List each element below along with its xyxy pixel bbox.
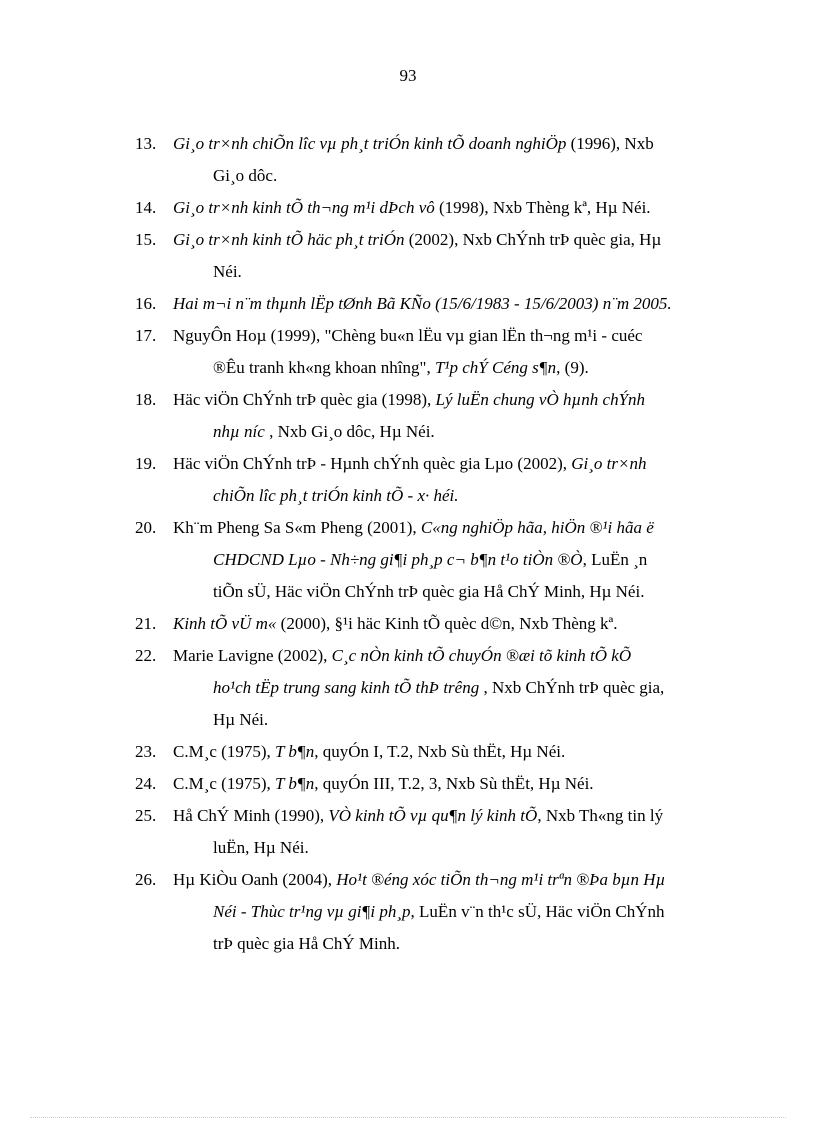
reference-segment: , quyÓn III, T.2, 3, Nxb Sù thËt, Hµ Néi. — [314, 774, 594, 793]
reference-line — [173, 896, 741, 928]
reference-segment: luËn, Hµ Néi. — [213, 838, 309, 857]
reference-item — [135, 736, 741, 768]
reference-title: chiÕn lîc ph¸t triÓn kinh tÕ - x· héi. — [213, 486, 459, 505]
reference-line — [173, 576, 741, 608]
reference-line — [173, 640, 741, 672]
reference-line — [173, 928, 741, 960]
reference-line — [173, 832, 741, 864]
reference-number: 25. — [135, 806, 157, 825]
reference-segment: Marie Lavigne (2002), — [173, 646, 332, 665]
reference-title: C¸c nÒn kinh tÕ chuyÓn ®æi tõ kinh tÕ kÕ — [331, 646, 632, 665]
reference-title: T b¶n — [274, 742, 315, 761]
reference-number: 17. — [135, 326, 157, 345]
reference-segment: ®Êu tranh kh«ng khoan nhîng", — [213, 358, 435, 377]
reference-text — [173, 608, 741, 640]
reference-segment: tiÕn sÜ, Häc viÖn ChÝnh trÞ quèc gia Hå ChÝ Minh, Hµ Néi. — [213, 582, 645, 601]
reference-segment: Gi¸o dôc. — [213, 166, 278, 185]
reference-segment: , Nxb ChÝnh trÞ quèc gia, — [479, 678, 665, 697]
reference-text — [173, 512, 741, 608]
reference-text — [173, 448, 741, 512]
reference-text — [173, 864, 741, 960]
reference-title: T¹p chÝ Céng s¶n — [434, 358, 557, 377]
reference-title: Hai m¬i n¨m thµnh lËp tØnh Bã KÑo (15/6/1983 - 15/6/2003) n¨m 2005. — [173, 294, 672, 313]
page-number: 93 — [399, 66, 417, 85]
reference-line — [173, 608, 741, 640]
reference-segment: Häc viÖn ChÝnh trÞ quèc gia (1998), — [173, 390, 436, 409]
reference-line — [173, 224, 741, 256]
reference-number: 26. — [135, 870, 157, 889]
reference-line — [173, 672, 741, 704]
reference-title: Ho¹t ®éng xóc tiÕn th¬ng m¹i trªn ®Þa bµn Hµ — [336, 870, 666, 889]
reference-text — [173, 736, 741, 768]
reference-segment: NguyÔn Hoµ (1999), "Chèng bu«n lËu vµ gian lËn th¬ng m¹i - cuéc — [173, 326, 643, 345]
reference-item — [135, 224, 741, 288]
reference-line — [173, 160, 741, 192]
reference-item — [135, 800, 741, 864]
reference-line — [173, 512, 741, 544]
reference-title: VÒ kinh tÕ vµ qu¶n lý kinh tÕ — [328, 806, 538, 825]
reference-line — [173, 320, 741, 352]
reference-item — [135, 288, 741, 320]
reference-segment: (2000), §¹i häc Kinh tÕ quèc d©n, Nxb Thèng kª. — [276, 614, 618, 633]
reference-title: CHDCND Lµo - Nh÷ng gi¶i ph¸p c¬ b¶n t¹o tiÒn ®Ò — [213, 550, 583, 569]
reference-number: 22. — [135, 646, 157, 665]
reference-title: nhµ níc — [213, 422, 265, 441]
reference-segment: (1998), Nxb Thèng kª, Hµ Néi. — [434, 198, 651, 217]
reference-number: 15. — [135, 230, 157, 249]
reference-item — [135, 768, 741, 800]
reference-segment: (1996), Nxb — [566, 134, 654, 153]
reference-text — [173, 320, 741, 384]
reference-segment: , LuËn v¨n th¹c sÜ, Häc viÖn ChÝnh — [410, 902, 665, 921]
reference-line — [173, 416, 741, 448]
reference-segment: , (9). — [556, 358, 589, 377]
reference-line — [173, 128, 741, 160]
reference-title: Gi¸o tr×nh kinh tÕ th¬ng m¹i dÞch vô — [173, 198, 435, 217]
reference-item — [135, 640, 741, 736]
reference-segment: , quyÓn I, T.2, Nxb Sù thËt, Hµ Néi. — [314, 742, 566, 761]
footer-dotted-rule — [30, 1117, 786, 1118]
reference-text — [173, 384, 741, 448]
reference-title: Lý luËn chung vÒ hµnh chÝnh — [435, 390, 646, 409]
reference-segment: Hµ KiÒu Oanh (2004), — [173, 870, 337, 889]
reference-line — [173, 800, 741, 832]
reference-line — [173, 352, 741, 384]
reference-item — [135, 448, 741, 512]
reference-text — [173, 224, 741, 288]
reference-title: Gi¸o tr×nh — [571, 454, 647, 473]
reference-item — [135, 384, 741, 448]
reference-segment: Häc viÖn ChÝnh trÞ - Hµnh chÝnh quèc gia Lµo (2002), — [173, 454, 572, 473]
reference-line — [173, 704, 741, 736]
reference-line — [173, 736, 741, 768]
reference-number: 18. — [135, 390, 157, 409]
reference-segment: Kh¨m Pheng Sa S«m Pheng (2001), — [173, 518, 421, 537]
reference-segment: , LuËn ¸n — [582, 550, 648, 569]
reference-segment: (2002), Nxb ChÝnh trÞ quèc gia, Hµ — [404, 230, 662, 249]
reference-number: 16. — [135, 294, 157, 313]
reference-number: 24. — [135, 774, 157, 793]
reference-title: Gi¸o tr×nh kinh tÕ häc ph¸t triÓn — [173, 230, 405, 249]
reference-title: T b¶n — [274, 774, 315, 793]
reference-number: 14. — [135, 198, 157, 217]
reference-number: 19. — [135, 454, 157, 473]
reference-line — [173, 256, 741, 288]
reference-title: Gi¸o tr×nh chiÕn lîc vµ ph¸t triÓn kinh tÕ doanh nghiÖp — [173, 134, 567, 153]
reference-text — [173, 768, 741, 800]
reference-segment: C.M¸c (1975), — [173, 742, 275, 761]
reference-item — [135, 864, 741, 960]
reference-item — [135, 192, 741, 224]
reference-segment: , Nxb Gi¸o dôc, Hµ Néi. — [264, 422, 435, 441]
reference-line — [173, 448, 741, 480]
reference-line — [173, 288, 741, 320]
reference-list — [135, 128, 741, 960]
reference-item — [135, 608, 741, 640]
reference-text — [173, 640, 741, 736]
reference-number: 13. — [135, 134, 157, 153]
reference-line — [173, 864, 741, 896]
reference-text — [173, 288, 741, 320]
reference-text — [173, 192, 741, 224]
reference-segment: trÞ quèc gia Hå ChÝ Minh. — [213, 934, 400, 953]
reference-title: C«ng nghiÖp hãa, hiÖn ®¹i hãa ë — [420, 518, 654, 537]
reference-segment: Hµ Néi. — [213, 710, 269, 729]
reference-number: 20. — [135, 518, 157, 537]
reference-line — [173, 192, 741, 224]
reference-title: ho¹ch tËp trung sang kinh tÕ thÞ trêng — [213, 678, 480, 697]
reference-item — [135, 512, 741, 608]
reference-item — [135, 320, 741, 384]
reference-number: 23. — [135, 742, 157, 761]
reference-line — [173, 384, 741, 416]
reference-segment: Néi. — [213, 262, 242, 281]
reference-segment: Hå ChÝ Minh (1990), — [173, 806, 329, 825]
reference-line — [173, 544, 741, 576]
reference-text — [173, 800, 741, 864]
reference-title: Kinh tÕ vÜ m« — [173, 614, 277, 633]
reference-number: 21. — [135, 614, 157, 633]
reference-title: Néi - Thùc tr¹ng vµ gi¶i ph¸p — [213, 902, 411, 921]
reference-item — [135, 128, 741, 192]
reference-segment: C.M¸c (1975), — [173, 774, 275, 793]
reference-text — [173, 128, 741, 192]
reference-line — [173, 480, 741, 512]
reference-segment: , Nxb Th«ng tin lý — [537, 806, 664, 825]
reference-line — [173, 768, 741, 800]
